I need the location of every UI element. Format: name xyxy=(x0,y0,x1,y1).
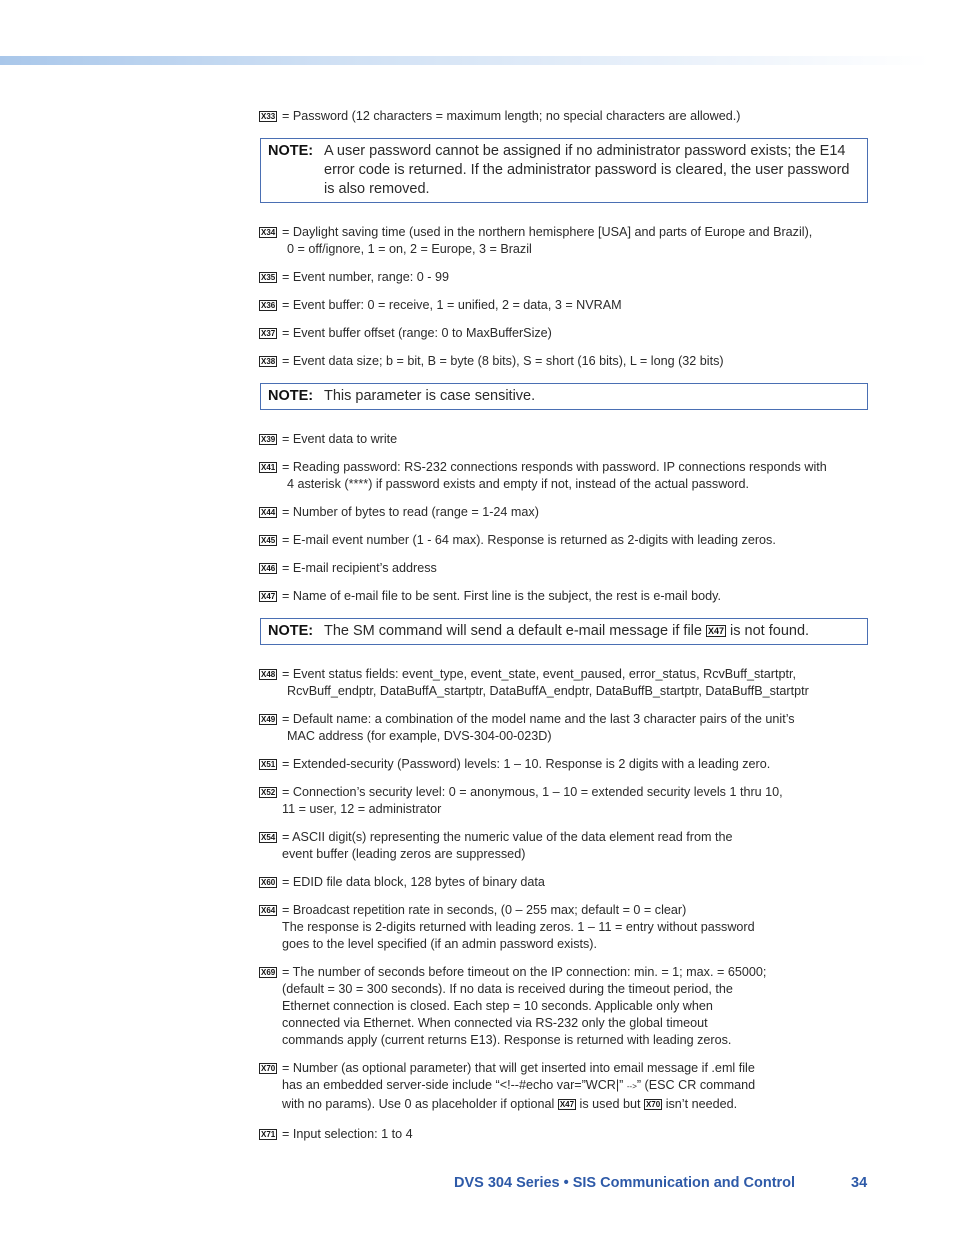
variable-description: = Input selection: 1 to 4 xyxy=(282,1127,413,1141)
variable-code: X48 xyxy=(261,670,276,679)
variable-entry-x69 xyxy=(259,964,869,1049)
variable-entry-x46 xyxy=(259,560,869,577)
variable-code: X69 xyxy=(261,968,276,977)
variable-code: X41 xyxy=(261,463,276,472)
variable-code-inline: X47 xyxy=(559,1100,575,1109)
variable-description-cont xyxy=(282,1077,869,1095)
variable-description-cont: 11 = user, 12 = administrator xyxy=(282,802,442,816)
variable-code: X39 xyxy=(261,435,276,444)
variable-description: = Broadcast repetition rate in seconds, (0 – 255 max; default = 0 = clear) xyxy=(282,903,687,917)
note-box-password xyxy=(260,138,868,203)
variable-description-cont: 4 asterisk (****) if password exists and empty if not, instead of the actual password. xyxy=(287,477,749,491)
variable-code: X64 xyxy=(261,906,276,915)
variable-entry-x47 xyxy=(259,588,869,605)
variable-description: = Reading password: RS-232 connections responds with password. IP connections responds with xyxy=(282,460,827,474)
ssi-close: --> xyxy=(626,1082,637,1091)
variable-entry-x41 xyxy=(259,459,869,493)
variable-description-cont: 0 = off/ignore, 1 = on, 2 = Europe, 3 = Brazil xyxy=(287,242,532,256)
variable-code: X47 xyxy=(261,592,276,601)
variable-description-cont: event buffer (leading zeros are suppressed) xyxy=(282,847,526,861)
variable-code: X46 xyxy=(261,564,276,573)
note-box-sm-command xyxy=(260,618,868,645)
variable-description: = Password (12 characters = maximum length; no special characters are allowed.) xyxy=(282,109,741,123)
variable-code: X44 xyxy=(261,508,276,517)
variable-description: = Event buffer: 0 = receive, 1 = unified, 2 = data, 3 = NVRAM xyxy=(282,298,622,312)
variable-code: X38 xyxy=(261,357,276,366)
variable-description: = E-mail recipient’s address xyxy=(282,561,437,575)
note-text-before: The SM command will send a default e-mail message if file xyxy=(324,623,702,639)
variable-code: X70 xyxy=(261,1064,276,1073)
variable-description: = Event buffer offset (range: 0 to MaxBufferSize) xyxy=(282,326,552,340)
variable-code-inline: X70 xyxy=(645,1100,661,1109)
variable-code: X49 xyxy=(261,715,276,724)
variable-code: X60 xyxy=(261,878,276,887)
note-text: A user password cannot be assigned if no administrator password exists; the E14 error code is returned. If the administrator password is cleared, the user password is also removed. xyxy=(324,143,850,197)
variable-entry-x33 xyxy=(259,108,869,125)
variable-entry-x35 xyxy=(259,269,869,286)
variable-entry-x38 xyxy=(259,353,869,370)
variable-code: X52 xyxy=(261,788,276,797)
variable-code: X36 xyxy=(261,301,276,310)
variable-code: X71 xyxy=(261,1130,276,1139)
ssi-text: has an embedded server-side include “<!--#echo var=”WCR|” xyxy=(282,1078,624,1092)
variable-code: X47 xyxy=(708,626,725,636)
header-accent-bar xyxy=(0,56,930,65)
variable-entry-x37 xyxy=(259,325,869,342)
variable-entry-x60 xyxy=(259,874,869,891)
note-box-case xyxy=(260,383,868,410)
variable-description: = The number of seconds before timeout on the IP connection: min. = 1; max. = 65000; xyxy=(282,965,767,979)
note-label: NOTE: xyxy=(268,143,314,159)
variable-entry-x39 xyxy=(259,431,869,448)
note-text xyxy=(324,622,859,641)
variable-description-cont: RcvBuff_endptr, DataBuffA_startptr, DataBuffA_endptr, DataBuffB_startptr, DataBuffB_startptr xyxy=(287,684,809,698)
inline-text: is used but xyxy=(579,1097,641,1111)
variable-description-cont: Ethernet connection is closed. Each step = 10 seconds. Applicable only when xyxy=(282,999,713,1013)
variable-description-cont: (default = 30 = 300 seconds). If no data is received during the timeout period, the xyxy=(282,982,733,996)
variable-entry-x51 xyxy=(259,756,869,773)
note-label: NOTE: xyxy=(268,623,314,639)
variable-description: = Event data size; b = bit, B = byte (8 bits), S = short (16 bits), L = long (32 bits) xyxy=(282,354,724,368)
variable-code: X37 xyxy=(261,329,276,338)
variable-description-cont: The response is 2-digits returned with leading zeros. 1 – 11 = entry without password xyxy=(282,920,755,934)
variable-entry-x52 xyxy=(259,784,869,818)
inline-text: isn’t needed. xyxy=(665,1097,738,1111)
variable-description: = EDID file data block, 128 bytes of binary data xyxy=(282,875,545,889)
inline-text: with no params). Use 0 as placeholder if optional xyxy=(282,1097,555,1111)
variable-description: = Daylight saving time (used in the northern hemisphere [USA] and parts of Europe and Brazil), xyxy=(282,225,813,239)
page-number: 34 xyxy=(851,1175,868,1191)
variable-entry-x70 xyxy=(259,1060,869,1113)
footer-title: DVS 304 Series • SIS Communication and Control xyxy=(454,1175,796,1191)
variable-description: = Event status fields: event_type, event_state, event_paused, error_status, RcvBuff_startptr, xyxy=(282,667,796,681)
variable-entry-x64 xyxy=(259,902,869,953)
variable-code: X35 xyxy=(261,273,276,282)
variable-entry-x49 xyxy=(259,711,869,745)
variable-code: X45 xyxy=(261,536,276,545)
variable-description: = E-mail event number (1 - 64 max). Response is returned as 2-digits with leading zeros. xyxy=(282,533,776,547)
variable-code: X33 xyxy=(261,112,276,121)
variable-description: = Number of bytes to read (range = 1-24 max) xyxy=(282,505,539,519)
note-text-after: is not found. xyxy=(730,623,810,639)
variable-description-cont: connected via Ethernet. When connected via RS-232 only the global timeout xyxy=(282,1016,708,1030)
variable-description-cont: MAC address (for example, DVS-304-00-023D) xyxy=(287,729,552,743)
variable-entry-x48 xyxy=(259,666,869,700)
variable-code: X34 xyxy=(261,228,276,237)
variable-description: = Event number, range: 0 - 99 xyxy=(282,270,449,284)
variable-description: = Default name: a combination of the model name and the last 3 character pairs of the unit’s xyxy=(282,712,795,726)
variable-code: X54 xyxy=(261,833,276,842)
variable-entry-x71 xyxy=(259,1126,869,1143)
note-text: This parameter is case sensitive. xyxy=(324,388,536,404)
note-label: NOTE: xyxy=(268,388,314,404)
variable-description: = Number (as optional parameter) that will get inserted into email message if .eml file xyxy=(282,1061,755,1075)
variable-entry-x36 xyxy=(259,297,869,314)
variable-entry-x45 xyxy=(259,532,869,549)
ssi-text-end: ” (ESC CR command xyxy=(636,1078,756,1092)
variable-entry-x44 xyxy=(259,504,869,521)
variable-description-cont: goes to the level specified (if an admin password exists). xyxy=(282,937,597,951)
variable-description: = Event data to write xyxy=(282,432,398,446)
variable-description: = Extended-security (Password) levels: 1 – 10. Response is 2 digits with a leading zero. xyxy=(282,757,771,771)
variable-entry-x34 xyxy=(259,224,869,258)
variable-definitions xyxy=(259,108,869,1154)
variable-description-cont: commands apply (current returns E13). Response is returned with leading zeros. xyxy=(282,1033,732,1047)
variable-description: = Connection’s security level: 0 = anonymous, 1 – 10 = extended security levels 1 thru 10, xyxy=(282,785,783,799)
variable-code: X51 xyxy=(261,760,276,769)
variable-description: = ASCII digit(s) representing the numeric value of the data element read from the xyxy=(282,830,733,844)
variable-description: = Name of e-mail file to be sent. First line is the subject, the rest is e-mail body. xyxy=(282,589,721,603)
variable-description-cont xyxy=(282,1096,869,1113)
variable-entry-x54 xyxy=(259,829,869,863)
